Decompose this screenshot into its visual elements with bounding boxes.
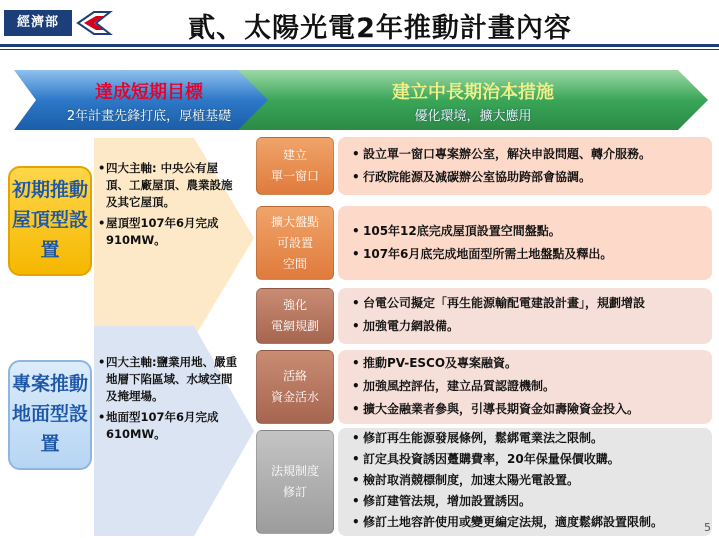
rooftop-phase-list (98, 160, 238, 253)
measure-panel-grid-planning (338, 288, 712, 344)
long-term-banner (238, 70, 708, 130)
measure-item: • 加強風控評估，建立品質認證機制。 (352, 375, 700, 398)
measure-item: • 行政院能源及減碳辦公室協助跨部會協調。 (352, 166, 700, 189)
ground-phase-list (98, 354, 238, 447)
measure-label-single-window (256, 137, 334, 195)
measure-panel-site-survey (338, 206, 712, 280)
measure-label-text: 強化 電網規劃 (270, 298, 319, 333)
measure-label-funding (256, 350, 334, 424)
measure-item: • 擴大金融業者參與，引導長期資金如壽險資金投入。 (352, 398, 700, 421)
ministry-name: 經濟部 (4, 10, 72, 36)
long-term-title: 建立中長期治本措施 (392, 82, 554, 103)
measure-item: • 修訂建管法規，增加設置誘因。 (352, 491, 700, 512)
measure-item: • 加強電力網設備。 (352, 315, 700, 338)
measure-label-text: 擴大盤點 可設置 空間 (270, 214, 319, 271)
short-term-title: 達成短期目標 (95, 82, 203, 103)
measure-label-text: 建立 單一窗口 (270, 148, 319, 183)
ground-item: • 四大主軸:鹽業用地、嚴重地層下陷區域、水域空間及掩埋場。 (98, 354, 238, 405)
measure-label-grid-planning (256, 288, 334, 344)
measure-label-site-survey (256, 206, 334, 280)
measure-item: • 107年6月底完成地面型所需土地盤點及釋出。 (352, 243, 700, 266)
rooftop-phase-label: 初期推動屋頂型設置 (8, 166, 92, 276)
long-term-subtitle: 優化環境，擴大應用 (414, 109, 532, 124)
measure-panel-single-window (338, 137, 712, 195)
measure-item: • 檢討取消競標制度，加速太陽光電設置。 (352, 470, 700, 491)
ground-phase-label: 專案推動地面型設置 (8, 360, 92, 470)
title-divider (0, 44, 719, 47)
measure-item: • 台電公司擬定「再生能源輸配電建設計畫」，規劃增設 (352, 292, 700, 315)
short-term-subtitle: 2年計畫先鋒打底，厚植基礎 (66, 109, 232, 124)
measure-item: • 訂定具投資誘因躉購費率，20年保量保價收購。 (352, 449, 700, 470)
measure-panel-regulation (338, 428, 712, 536)
ministry-logo (4, 6, 114, 38)
measure-label-text: 活絡 資金活水 (270, 369, 319, 404)
measure-item: • 設立單一窗口專案辦公室，解決申設問題、轉介服務。 (352, 143, 700, 166)
measure-item: • 105年12底完成屋頂設置空間盤點。 (352, 220, 700, 243)
measure-panel-funding (338, 350, 712, 424)
rooftop-item: • 四大主軸: 中央公有屋頂、工廠屋頂、農業設施及其它屋頂。 (98, 160, 238, 211)
page-title: 貳、太陽光電2年推動計畫內容 (188, 13, 572, 44)
rooftop-item: • 屋頂型107年6月完成910MW。 (98, 215, 238, 249)
page-number: 5 (704, 521, 711, 534)
ministry-emblem-icon (74, 8, 114, 38)
measure-label-text: 法規制度 修訂 (270, 464, 319, 499)
measure-label-regulation (256, 430, 334, 534)
title-divider-thin (0, 49, 719, 50)
measure-item: • 修訂再生能源發展條例，鬆綁電業法之限制。 (352, 428, 700, 449)
measure-item: • 推動PV-ESCO及專案融資。 (352, 352, 700, 375)
ground-item: • 地面型107年6月完成610MW。 (98, 409, 238, 443)
measure-item: • 修訂土地容許使用或變更編定法規，適度鬆綁設置限制。 (352, 512, 700, 533)
